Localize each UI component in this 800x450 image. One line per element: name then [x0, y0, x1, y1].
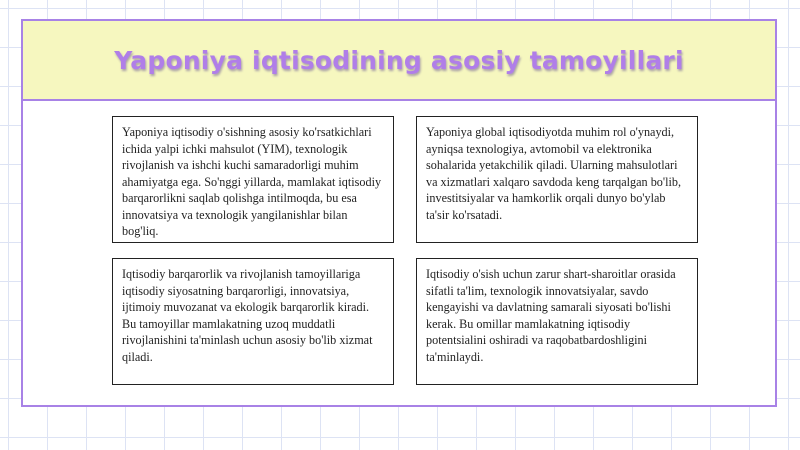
slide	[21, 19, 777, 407]
card-text: Yaponiya iqtisodiy o'sishning asosiy ko'rsatkichlari ichida yalpi ichki mahsulot (YIM), texnologik rivojlanish va ishchi kuchi samaradorligi muhim ahamiyatga ega. So'nggi yillarda, mamlakat iqtisodiy barqarorlikni saqlab qolishga intilmoqda, bu esa innovatsiya va texnologik yangilanishlar bilan bog'liq.	[122, 125, 382, 238]
card-text: Yaponiya global iqtisodiyotda muhim rol o'ynaydi, ayniqsa texnologiya, avtomobil va elektronika sohalarida yetakchilik qiladi. Ularning mahsulotlari va xizmatlari xalqaro savdoda keng tarqalgan bo'lib, investitsiyalar va hamkorlik orqali dunyo bo'ylab ta'sir ko'rsatadi.	[426, 125, 681, 222]
text-card-growth-conditions	[416, 258, 698, 385]
card-text: Iqtisodiy barqarorlik va rivojlanish tamoyillariga iqtisodiy siyosatning barqarorligi, innovatsiya, ijtimoiy muvozanat va ekologik barqarorlik kiradi. Bu tamoyillar mamlakatning uzoq muddatli rivojlanishini ta'minlash uchun asosiy bo'lib xizmat qiladi.	[122, 267, 373, 364]
title-bar	[23, 21, 775, 101]
slide-title: Yaponiya iqtisodining asosiy tamoyillari	[114, 45, 684, 75]
text-card-global-economy-role	[416, 116, 698, 243]
text-card-economic-growth-indicators	[112, 116, 394, 243]
text-card-stability-principles	[112, 258, 394, 385]
card-text: Iqtisodiy o'sish uchun zarur shart-sharoitlar orasida sifatli ta'lim, texnologik innovatsiyalar, savdo kengayishi va davlatning samarali siyosati bo'lishi kerak. Bu omillar mamlakatning iqtisodiy potentsialini oshiradi va raqobatbardoshligini ta'minlaydi.	[426, 267, 676, 364]
